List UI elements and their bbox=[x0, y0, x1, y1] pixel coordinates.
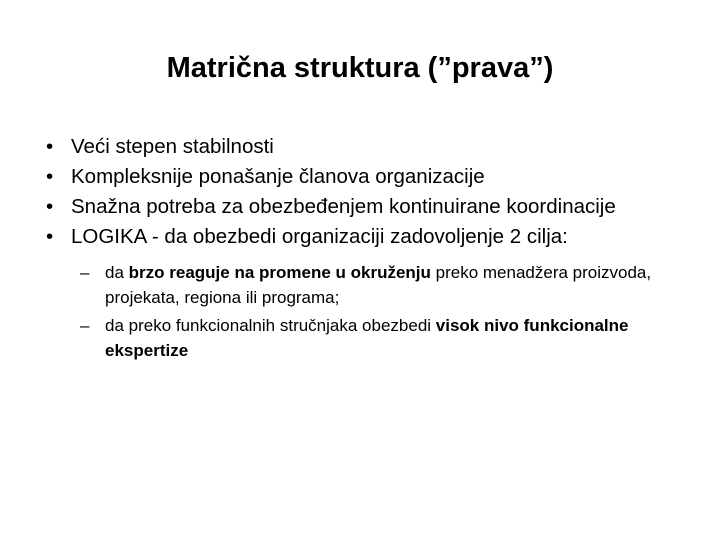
bullet-item bbox=[46, 222, 686, 363]
bullet-item bbox=[46, 162, 686, 192]
bullet-icon: • bbox=[46, 225, 54, 248]
dash-icon: – bbox=[80, 316, 90, 335]
sub-bullet-text-start: da bbox=[105, 263, 129, 282]
slide-title: Matrična struktura (”prava”) bbox=[166, 52, 554, 84]
bullet-text: LOGIKA - da obezbedi organizaciji zadovoljenje 2 cilja: bbox=[71, 225, 568, 248]
bullet-item bbox=[46, 132, 686, 162]
dash-icon: – bbox=[80, 263, 90, 282]
bullet-icon: • bbox=[46, 165, 54, 188]
bullet-icon: • bbox=[46, 135, 54, 158]
bullet-text: Snažna potreba za obezbeđenjem kontinuirane koordinacije bbox=[71, 195, 616, 218]
bullet-icon: • bbox=[46, 195, 54, 218]
bullet-text: Veći stepen stabilnosti bbox=[71, 135, 274, 158]
bullet-text: Kompleksnije ponašanje članova organizacije bbox=[71, 165, 485, 188]
bullet-item bbox=[46, 192, 686, 222]
sub-bullet-text-end: preko menadžera proizvoda, projekata, regiona ili programa; bbox=[105, 263, 652, 307]
bullet-list bbox=[46, 132, 686, 366]
sub-bullet-list bbox=[75, 260, 690, 363]
sub-bullet-text-start: da preko funkcionalnih stručnjaka obezbedi bbox=[105, 316, 436, 335]
sub-bullet-text-bold: brzo reaguje na promene u okruženju bbox=[128, 263, 431, 282]
sub-bullet-item bbox=[75, 313, 690, 363]
sub-bullet-item bbox=[75, 260, 690, 310]
sub-bullet-text-bold: visok nivo funkcionalne ekspertize bbox=[105, 316, 629, 360]
